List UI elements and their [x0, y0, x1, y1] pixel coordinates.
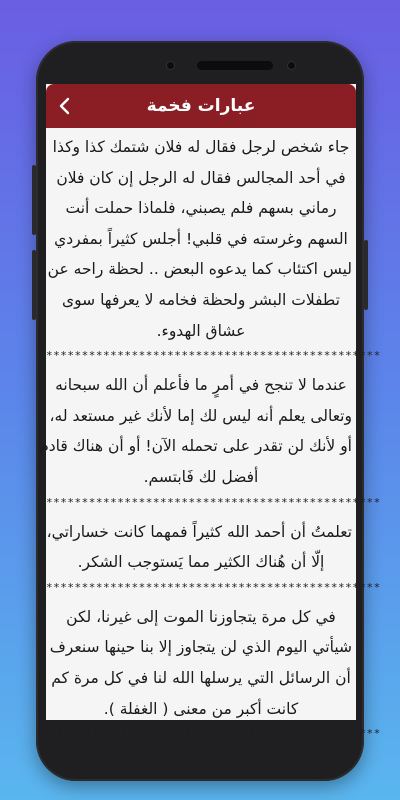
- quote-line: في أحد المجالس فقال له الرجل إن كان فلان: [56, 168, 346, 187]
- separator: ***********************************************: [46, 727, 381, 741]
- page-title: عبارات فخمة: [146, 96, 256, 116]
- quote-line: أن الرسائل التي يرسلها الله لنا في كل مرة كم: [51, 668, 351, 687]
- separator: ***********************************************: [46, 349, 381, 363]
- volume-button: [32, 165, 36, 235]
- quote-line: تطفلات البشر ولحظة فخامه لا يعرفها سوى: [62, 290, 340, 309]
- quote-line: ليس اكتئاب كما يدعوه البعض .. لحظة راحه عن: [47, 260, 352, 279]
- quote-line: في كل مرة يتجاوزنا الموت إلى غيرنا، لكن: [66, 607, 336, 626]
- chevron-left-icon: [58, 97, 72, 115]
- separator: ***********************************************: [46, 495, 381, 509]
- quote-line: كانت أكبر من معنى ( الغفلة ).: [103, 699, 299, 718]
- quote-line: إلّا أن هُناك الكثير مما يَستوجب الشكر.: [77, 553, 325, 572]
- front-camera: [166, 61, 175, 70]
- quote-line: أفضل لك فَابتسم.: [143, 467, 259, 486]
- quote-paragraph: [46, 513, 356, 578]
- quote-line: شيأتي اليوم الذي لن يتجاوز إلا بنا حينها سنعرف: [49, 638, 352, 657]
- quote-line: وتعالى يعلم أنه ليس لك إما لأنك غير مستعد له،: [49, 406, 352, 425]
- quote-line: رماني بسهم فلم يصبني، فلماذا حملت أنت: [65, 199, 337, 218]
- speaker-grille: [197, 61, 273, 70]
- quote-paragraph: [39, 366, 356, 492]
- quote-line: أو لأنك لن تقدر على تحمله الآن! أو أن هناك قادم: [39, 437, 352, 456]
- quote-line: تعلمتُ أن أحمد الله كثيراً فمهما كانت خساراتي،: [46, 522, 352, 541]
- back-button[interactable]: [54, 94, 76, 118]
- power-button: [364, 240, 368, 310]
- volume-button-2: [32, 250, 36, 320]
- quote-line: عندما لا تنجح في أمرٍ ما فأعلم أن الله سبحانه: [55, 376, 347, 395]
- sensor: [287, 61, 296, 70]
- app-screen: [39, 84, 381, 741]
- quote-line: عشاق الهدوء.: [156, 321, 246, 340]
- separator: ***********************************************: [46, 580, 381, 594]
- quote-line: جاء شخص لرجل فقال له فلان شتمك كذا وكذا: [52, 138, 350, 156]
- quote-line: السهم وغرسته في قلبي! أجلس كثيراً بمفردي: [54, 229, 348, 248]
- app-bar: [46, 84, 356, 128]
- quote-paragraph: [46, 598, 356, 724]
- quote-paragraph: [46, 128, 356, 346]
- quotes-list[interactable]: [39, 128, 381, 741]
